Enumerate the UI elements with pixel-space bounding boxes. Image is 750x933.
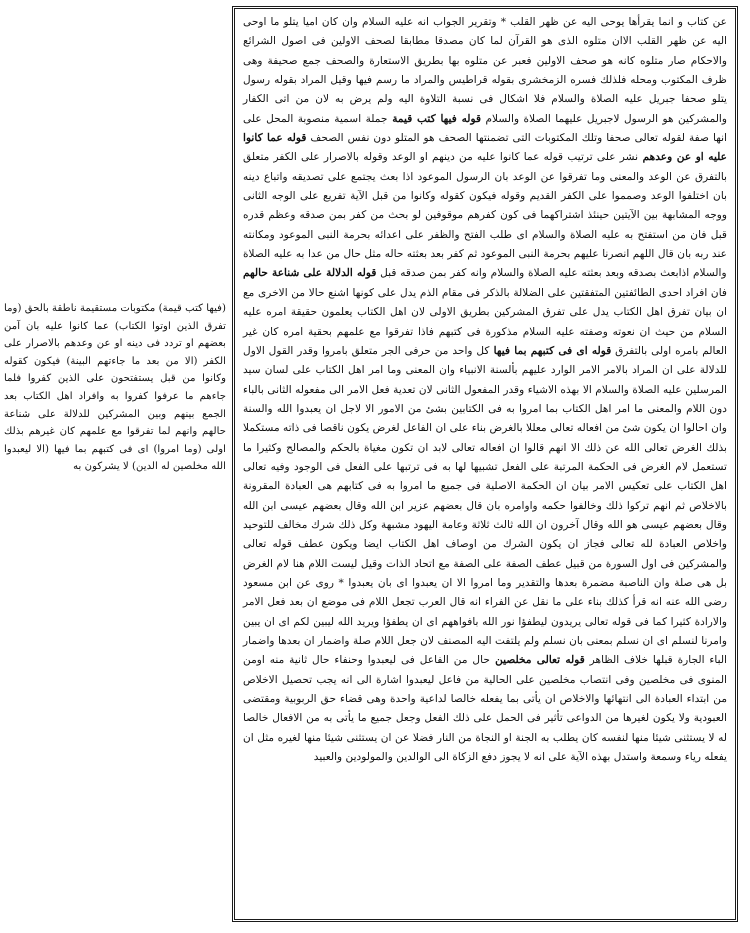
margin-note <box>4 300 226 476</box>
margin-note-text: (فيها كتب قيمة) مكتوبات مستقيمة ناطقة بالحق (وما تفرق الذين اوتوا الكتاب) عما كانوا عليه بان آمن بعضهم او تردد فى دينه او عن وعدهم بالاصرار على الكفر (الا من بعد ما جاءتهم البينة) فيكون كقوله وكانوا من قبل يستفتحون على الذين كفروا فلما جاءهم ما عرفوا كفروا به وافراد اهل الكتاب بعد الجمع بينهم وبين المشركين للدلالة على شناعة حالهم وانهم لما تفرقوا مع علمهم كان غيرهم بذلك اولى (وما امروا) اى فى كتبهم بما فيها (الا ليعبدوا الله مخلصين له الدين) لا يشركون به <box>4 303 226 473</box>
quoted-heading: قوله اى فى كتبهم بما فيها <box>489 344 612 357</box>
quoted-heading: قوله تعالى مخلصين <box>489 654 585 667</box>
paragraph <box>243 13 727 767</box>
commentary-text: جملة اسمية منصوبة المحل على انها صفة لقوله تعالى صحفا وتلك المكتوبات التى تضمنتها الصحف هو المتلو دون نفس الصحف <box>243 112 727 145</box>
main-commentary <box>235 9 735 769</box>
quoted-heading: قوله فيها كتب قيمة <box>387 112 482 125</box>
main-text-frame <box>232 6 738 922</box>
commentary-text: نشر على ترتيب قوله عما كانوا عليه من دينهم او الوعد وقوله بالاصرار على الكفر متعلق بالتفرق عن الوعد والمعنى وما تفرقوا عن الوعد بان الرسول الموعود اذا بعث يجتمع على تصديقه واتباع دينه بان اختلفوا الوعد وصمموا على الكفر القديم وقوله فيكون كقوله وكانوا من قبل الآية تفريع على الوجه الثانى ووجه المشابهة بين الآيتين حينئذ اشتراكهما فى كون كفرهم موقوفين لو بحث من كفر بمن صدقه وعظم قدره قبل فان من استفتح به عليه الصلاة والسلام اى طلب الفتح والظفر على اعدائه بحرمة النبى الموعود ومكانته عند ربه بان قال اللهم انصرنا عليهم بحرمة النبى الموعود ثم كفر بعد بعثته حاله مثل حال من عدا به عليه الصلاة والسلام اذابعث بصدقه وبعد بعثته عليه الصلاة والسلام وانه كفر بمن صدقه قبل <box>243 151 727 280</box>
commentary-text: حال من الفاعل فى ليعبدوا وحنفاء حال ثانية منه اومن المنوى فى مخلصين وفى انتصاب مخلصين على الحالية من فاعل ليعبدوا اشارة الى انه يجب تحصيل الاخلاص من ابتداء العبادة الى انتهائها والاخلاص ان يأتى بما يفعله خالصا لداعية واحدة وهى قضاء حق الربوبية ومقتضى العبودية ولا يكون لغيرها من الدواعى تأثير فى الحمل على ذلك الفعل وجعل جميع ما يأتى به من الافعال خالصا له لا يستثنى شيئا منها لنفسه كان يطلب به الجنة او النجاة من النار فضلا عن ان يستثنى شيئا منها لغيره مثل ان يفعله رياء وسمعة واستدل بهذه الآية على انه لا يجوز دفع الزكاة الى الوالدين والمولودين والعبيد <box>243 654 727 764</box>
quoted-heading: قوله عما كانوا عليه او عن وعدهم <box>243 132 728 164</box>
commentary-text: كل واحد من حرفى الجر متعلق بامروا وقدر القول الاول للدلالة على ان المراد بالامر الامر الوارد عليهم بألسنة الانبياء وان المعنى وما امر اهل الكتاب على لسان سيد المرسلين عليه الصلاة والسلام الا بهذه الاشياء وقدر المفعول الثانى لان تعدية فعل الامر الى مفعوله الثانى بالباء دون اللام والمعنى ما امر اهل الكتاب بما امروا به فى الكتابين بشئ من الامور الا لاجل ان يعبدوا الله والسنة وان احالوا ان يكون شئ من افعاله تعالى معللا بالغرض بناء على ان الفاعل لغرض يكون ناقصا فى ذاته مستكملا بذلك الغرض تعالى الله عن ذلك الا انهم قالوا ان افعاله تعالى لابد ان تكون مغياة بالحكم والمصالح وكثيرا ما تستعمل لام الغرض فى الحكمة المرتبة على الفعل تشبيها لها به فى ترتبها على الفعل فى الوجود وفيه تعالى اهل الكتاب على تعكيس الامر بيان ان الحكمة الاصلية فى جميع ما امروا به فى كتابهم هى العبادة المقرونة بالاخلاص ثم انهم تركوا ذلك وخالفوا حكمه واوامره بان قال بعضهم عزير ابن الله وقال بعضهم عيسى ابن الله وقال بعضهم عيسى هو الله وقال آخرون ان الله ثالث ثلاثة وعامة اليهود مشبهة وكل ذلك شرك مخالف للتوحيد واخلاص العبادة لله تعالى فجاز ان يكون الشرك من اوصاف اهل الكتاب ايضا ويكون عطف قوله تعالى والمشركين فى اول السورة من قبيل عطف الصفة على الصفة مع اتحاد الذات وقيل ليست اللام هنا لام الغرض بل هى صلة وان الناصبة مضمرة بعدها والتقدير وما امروا الا ان يعبدوا اى بان يعبدوا * روى عن ابن مسعود رضى الله عنه انه قرأ كذلك بناء على ما نقل عن الفراء انه قال العرب تجعل اللام فى موضع ان بعد فعل الامر والارادة كثيرا كما فى قوله تعالى يريدون ليطفؤا نور الله بافواههم اى ان يطفؤا ويريد الله ليبين لكم اى ان يبين وامرنا لنسلم اى ان نسلم بمعنى بان نسلم ولم يلتفت اليه المصنف لان جعل اللام صلة واضمار ان بعدها واضمار الباء الجارة قبلها خلاف الظاهر <box>243 344 727 667</box>
commentary-text: فان افراد احدى الطائفتين المتفقتين على الضلالة بالذكر فى مقام الذم يدل على كونها اشنع حالا من الاخرى مع ان بيان تفرق اهل الكتاب يدل على تفرق المشركين بطريق الاولى لان اهل الكتاب يعلمون حقيقة امره عليه السلام من حيث ان نعوته وصفته عليه السلام مذكورة فى كتبهم فاذا تفرقوا مع علمهم بحقية امره كان غير العالم بامره اولى بالتفرق <box>243 286 727 357</box>
commentary-text: عن كتاب و انما يقرأها يوحى اليه عن ظهر القلب * وتقرير الجواب انه عليه السلام وان كان اميا يتلو ما اوحى اليه عن ظهر القلب الاان متلوه الذى هو القرآن لما كان مصدقا مطابقا لصحف الاولين فى اصول الشرائع والاحكام صار متلوه كانه هو صحف الاولين فعبر عن متلوه بها بطريق الاستعارة والصحف جمع صحيفة وهى ظرف المكتوب ومحله فلذلك فسره الزمخشرى بقوله قراطيس والمراد ما رسم فيها وقيل المراد بقوله رسول يتلو صحفا جبريل عليه الصلاة والسلام فلا اشكال فى نسبة التلاوة اليه ولم يرض به لان من اتى الكفار والمشركين هو الرسول لاجبريل عليهما الصلاة والسلام <box>243 16 727 125</box>
quoted-heading: قوله الدلالة على شناعة حالهم <box>243 267 377 280</box>
